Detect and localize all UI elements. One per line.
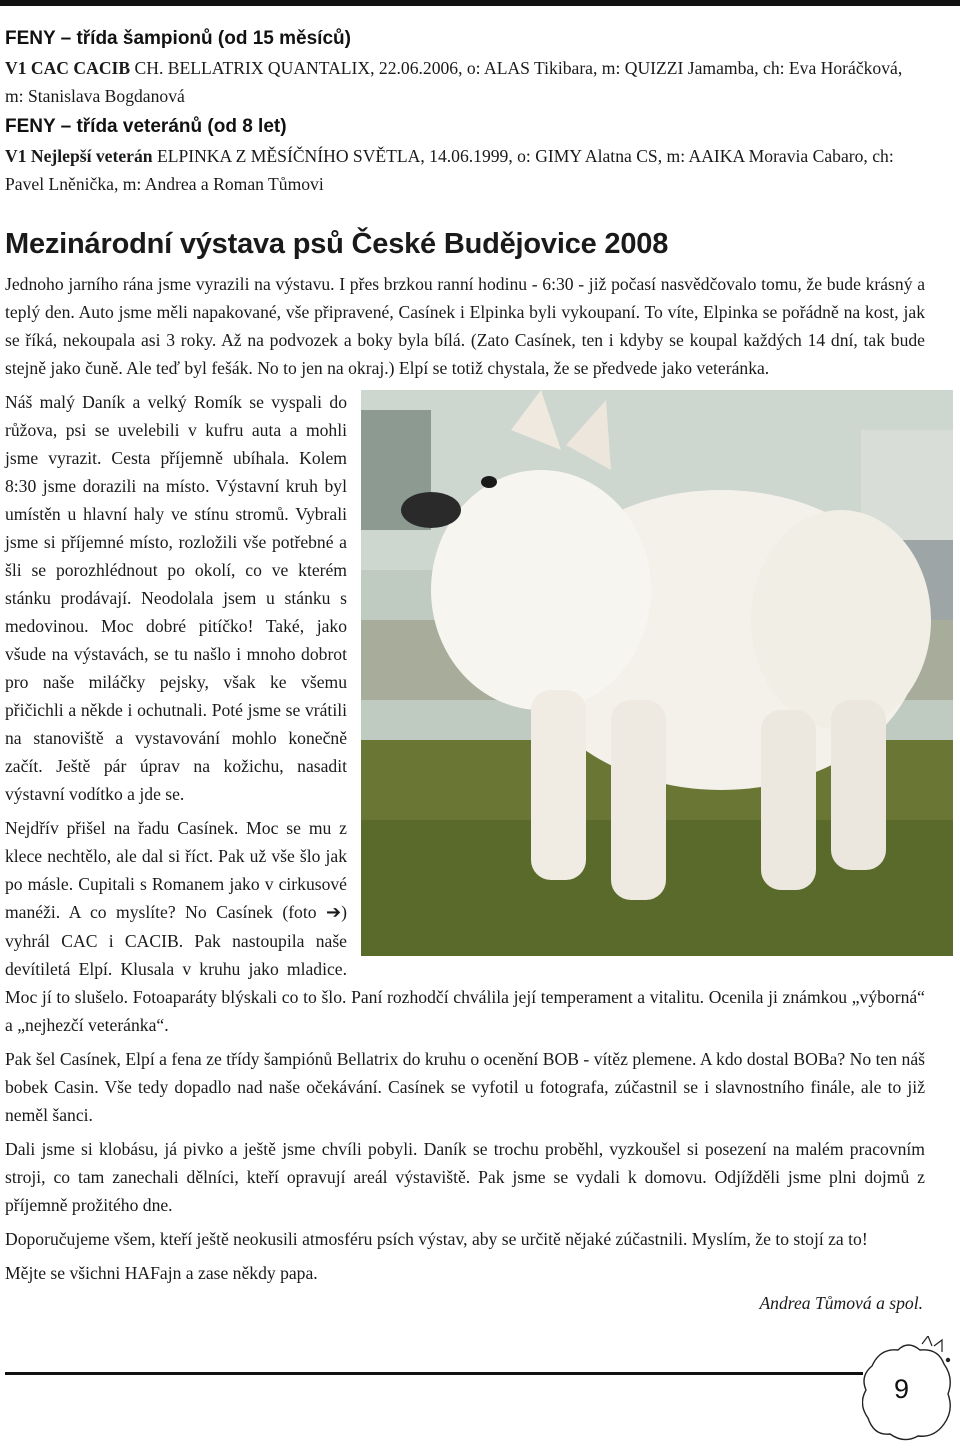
article-paragraph-7: Mějte se všichni HAFajn a zase někdy papa. <box>5 1263 318 1283</box>
samoyed-dog-icon <box>862 1336 958 1444</box>
veteran-result <box>5 142 925 198</box>
page-number: 9 <box>894 1374 910 1404</box>
right-arrow-icon: ➔ <box>326 902 342 923</box>
footer-rule <box>5 1372 863 1375</box>
champion-award: V1 CAC CACIB <box>5 58 131 78</box>
samoyed-photo-illustration <box>361 390 953 956</box>
article-paragraph-4: Pak šel Casínek, Elpí a fena ze třídy šampiónů Bellatrix do kruhu o ocenění BOB - vítěz plemene. A kdo dostal BOBa? No ten náš bobek Casin. Vše tedy dopadlo nad naše očekávání. Casínek se vyfotil u fotografa, zúčastnil se i slavnostního finále, ale to již neměl šanci. <box>5 1049 925 1125</box>
paragraph-2-text: Náš malý Daník a velký Romík se vyspali do růžova, psi se uvelebili v kufru auta a mohli jsme vyrazit. Cesta příjemně ubíhala. Kolem 8:30 jsme dorazili na místo. Výstavní kruh byl umístěn u hlavní haly ve stínu stromů. Vybrali jsme si příjemné místo, rozložili vše potřebné a šli se porozhlédnout po okolí, co ve kterém stánku prodávají. Neodolala jsem u stánku s medovinou. Moc dobré pitíčko! Také, jako všude na výstavách, se tu našlo i mnoho dobrot pro naše miláčky pejsky, však ke všemu přičichli a někde i ochutnali. Poté jsme se vrátili na stanoviště a vystavování mohlo konečně začít. Ještě pár úprav na kožichu, nasadit výstavní vodítko a jde se. <box>5 392 347 804</box>
champion-class-heading: FENY – třída šampionů (od 15 měsíců) <box>5 28 351 49</box>
dog-photo <box>361 390 953 956</box>
top-rule <box>0 0 960 6</box>
veteran-class-heading: FENY – třída veteránů (od 8 let) <box>5 116 287 137</box>
paragraph-3-text-a: Nejdřív přišel na řadu Casínek. Moc se mu z klece nechtělo, ale dal si říct. Pak už vše šlo jak po másle. Cupitali s Romanem jako v cirkusové manéži. A co myslíte? No Casínek (foto <box>5 818 347 922</box>
article-paragraph-6: Doporučujeme všem, kteří ještě neokusili atmosféru psích výstav, aby se určitě nějaké zúčastnili. Myslím, že to stojí za to! <box>5 1229 868 1249</box>
article-paragraph-5: Dali jsme si klobásu, já pivko a ještě jsme chvíli pobyli. Daník se trochu proběhl, vyzkoušel si posezení na malém pracovním stroji, co tam zanechali dělníci, kteří opravují areál výstaviště. Pak jsme se vydali k domovu. Odjížděli jsme plni dojmů z příjemně prožitého dne. <box>5 1139 925 1215</box>
veteran-award: V1 Nejlepší veterán <box>5 146 153 166</box>
veteran-details: ELPINKA Z MĚSÍČNÍHO SVĚTLA, 14.06.1999, o: GIMY Alatna CS, m: AAIKA Moravia Cabaro, ch: Pavel Lněnička, m: Andrea a Roman Tůmovi <box>5 146 894 194</box>
article-signature: Andrea Tůmová a spol. <box>759 1293 923 1313</box>
champion-details: CH. BELLATRIX QUANTALIX, 22.06.2006, o: ALAS Tikibara, m: QUIZZI Jamamba, ch: Eva Horáčková, m: Stanislava Bogdanová <box>5 58 903 106</box>
champion-result <box>5 54 925 110</box>
photo-section <box>5 388 925 1129</box>
article-title: Mezinárodní výstava psů České Budějovice 2008 <box>5 228 669 260</box>
page-content <box>5 24 925 1317</box>
article-paragraph-1: Jednoho jarního rána jsme vyrazili na výstavu. I přes brzkou ranní hodinu - 6:30 - již počasí nasvědčovalo tomu, že bude krásný a teplý den. Auto jsme měli napakované, vše připravené, Casínek i Elpinka byli vykoupaní. To víte, Elpinka se pořádně na kost, jak se říká, nekoupala asi 3 roky. Až na podvozek a boky byla bílá. (Zato Casínek, ten i kdyby se koupal každých 14 dní, tak bude stejně jako čuně. Ale teď byl fešák. No to jen na okraj.) Elpí se totiž chystala, že se předvede jako veteránka. <box>5 274 925 378</box>
paragraph-3-text-b: ) vyhrál CAC i CACIB. Pak nastoupila naše devítiletá Elpí. Klusala v kruhu jako mladice. Moc jí to slušelo. Fotoaparáty blýskali co to šlo. Paní rozhodčí chválila její temperament a vitalitu. Ocenila ji známkou „výborná“ a „nejhezčí veteránka“. <box>5 902 925 1035</box>
article-paragraph-2 <box>5 388 925 808</box>
